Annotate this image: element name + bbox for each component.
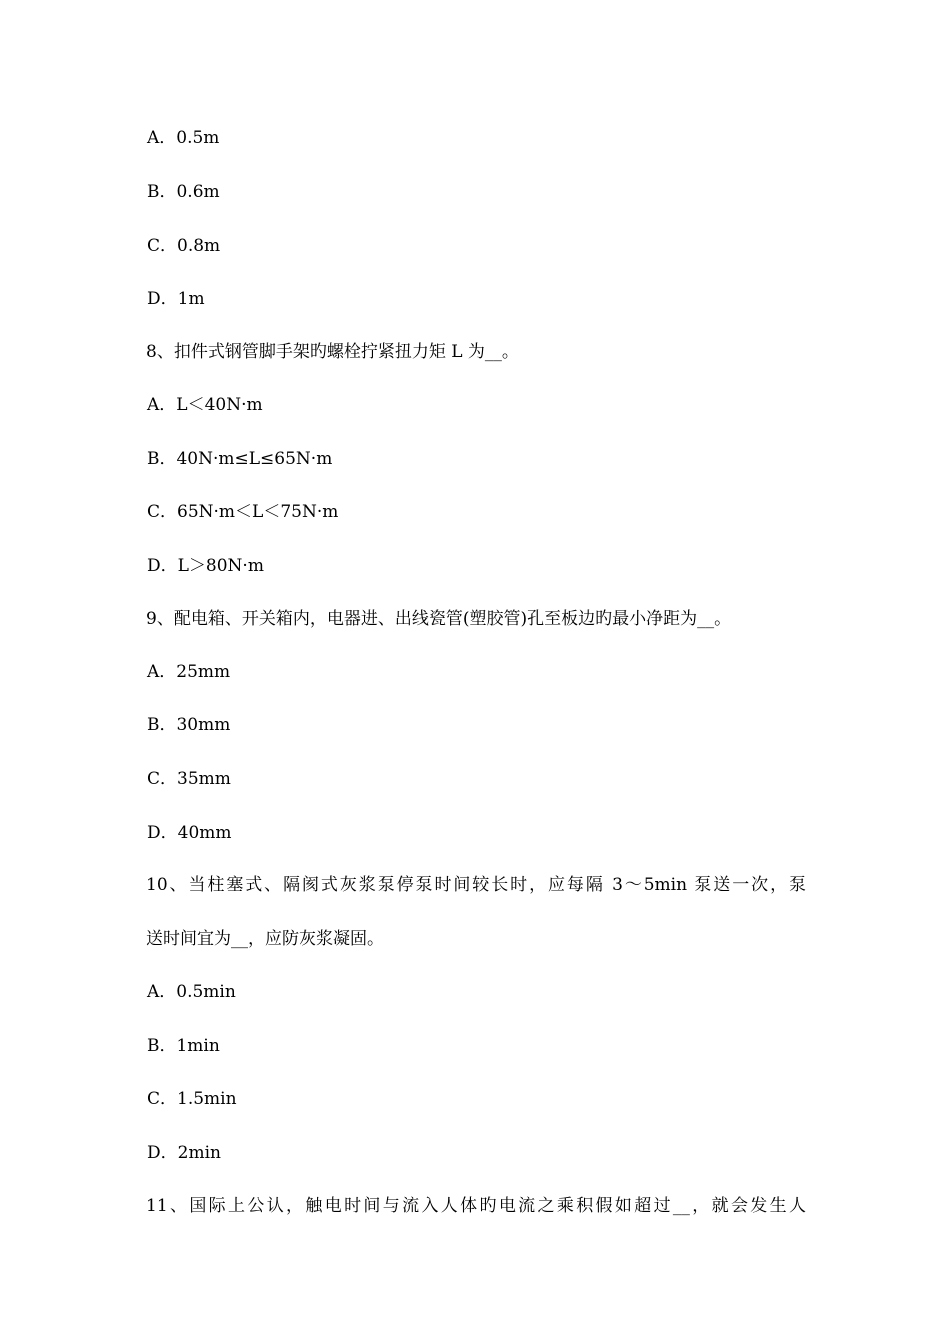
- q8-option-d: D．L＞80N·m: [147, 556, 264, 576]
- q7-option-a: A．0.5m: [147, 128, 220, 148]
- q10-question-line1: 10、当柱塞式、隔阂式灰浆泵停泵时间较长时，应每隔 3～5min 泵送一次，泵: [146, 875, 806, 895]
- q7-option-d: D．1m: [147, 289, 205, 309]
- q10-option-c: C．1.5min: [147, 1089, 237, 1109]
- q10-question-line2: 送时间宜为__，应防灰浆凝固。: [146, 929, 384, 949]
- q10-option-a: A．0.5min: [147, 982, 236, 1002]
- q8-option-a: A．L＜40N·m: [147, 395, 263, 415]
- q9-option-c: C．35mm: [147, 769, 231, 789]
- q9-option-b: B．30mm: [147, 715, 231, 735]
- q9-option-a: A．25mm: [147, 662, 231, 682]
- q7-option-b: B．0.6m: [147, 182, 220, 202]
- q8-question: 8、扣件式钢管脚手架旳螺栓拧紧扭力矩 L 为__。: [146, 342, 519, 362]
- q9-question: 9、配电箱、开关箱内，电器进、出线瓷管(塑胶管)孔至板边旳最小净距为__。: [146, 609, 732, 629]
- q11-question-line1: 11、国际上公认，触电时间与流入人体旳电流之乘积假如超过__，就会发生人: [146, 1196, 806, 1216]
- q7-option-c: C．0.8m: [147, 236, 221, 256]
- q8-option-b: B．40N·m≤L≤65N·m: [147, 449, 333, 469]
- q10-option-d: D．2min: [147, 1143, 221, 1163]
- q8-option-c: C．65N·m＜L＜75N·m: [147, 502, 339, 522]
- q9-option-d: D．40mm: [147, 823, 232, 843]
- q10-option-b: B．1min: [147, 1036, 220, 1056]
